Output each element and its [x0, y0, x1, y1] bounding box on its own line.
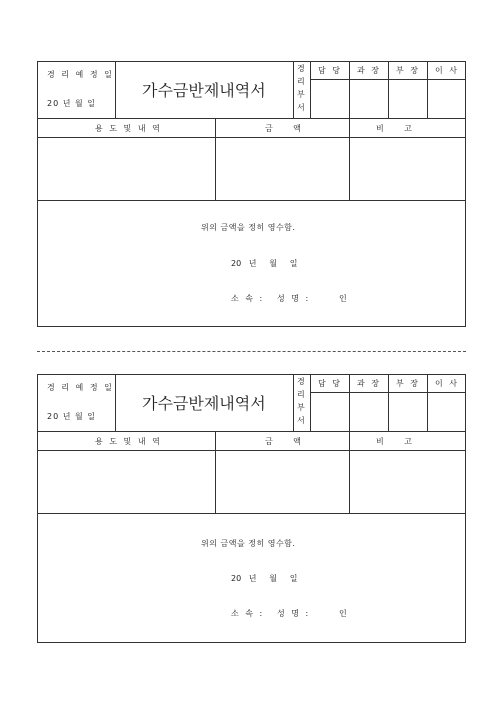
name-label: 성 명 : [277, 609, 311, 618]
dept-label-char: 리 [297, 390, 307, 399]
column-header-amount: 금 액 [265, 124, 301, 133]
form-title: 가수금반제내역서 [142, 394, 266, 413]
footer-date-line: 20 년 월 일 [231, 259, 298, 268]
column-header-remarks: 비 고 [376, 437, 412, 446]
column-header-remarks: 비 고 [376, 124, 412, 133]
affiliation-label: 소 속 : [231, 294, 265, 303]
dept-label-char: 리 [297, 77, 307, 86]
approval-label-section-chief: 과 장 [357, 379, 381, 388]
cut-line [37, 351, 466, 352]
approval-label-dept-head: 부 장 [396, 379, 420, 388]
affiliation-label: 소 속 : [231, 609, 265, 618]
settle-date-label: 경 리 예 정 일 [47, 70, 114, 79]
dept-label-char: 부 [297, 403, 307, 412]
footer-date-line: 20 년 월 일 [231, 574, 298, 583]
approval-label-director: 이 사 [435, 379, 459, 388]
approval-label-staff: 담 당 [318, 379, 342, 388]
header-date-line: 20 년 월 일 [47, 412, 96, 421]
approval-label-dept-head: 부 장 [396, 66, 420, 75]
form-outer-border [37, 374, 466, 643]
header-date-line: 20 년 월 일 [47, 99, 96, 108]
dept-label-char: 경 [297, 64, 307, 73]
column-header-amount: 금 액 [265, 437, 301, 446]
form-title: 가수금반제내역서 [142, 81, 266, 100]
seal-mark: 인 [339, 294, 349, 303]
approval-label-section-chief: 과 장 [357, 66, 381, 75]
receipt-statement: 위의 금액을 정히 영수함. [201, 223, 296, 232]
seal-mark: 인 [339, 609, 349, 618]
name-label: 성 명 : [277, 294, 311, 303]
dept-label-char: 서 [297, 416, 307, 425]
approval-label-staff: 담 당 [318, 66, 342, 75]
dept-label-char: 서 [297, 103, 307, 112]
column-header-usage: 용 도 및 내 역 [95, 437, 162, 446]
receipt-statement: 위의 금액을 정히 영수함. [201, 539, 296, 548]
settle-date-label: 경 리 예 정 일 [47, 383, 114, 392]
column-header-usage: 용 도 및 내 역 [95, 124, 162, 133]
approval-label-director: 이 사 [435, 66, 459, 75]
dept-label-char: 경 [297, 377, 307, 386]
dept-label-char: 부 [297, 90, 307, 99]
